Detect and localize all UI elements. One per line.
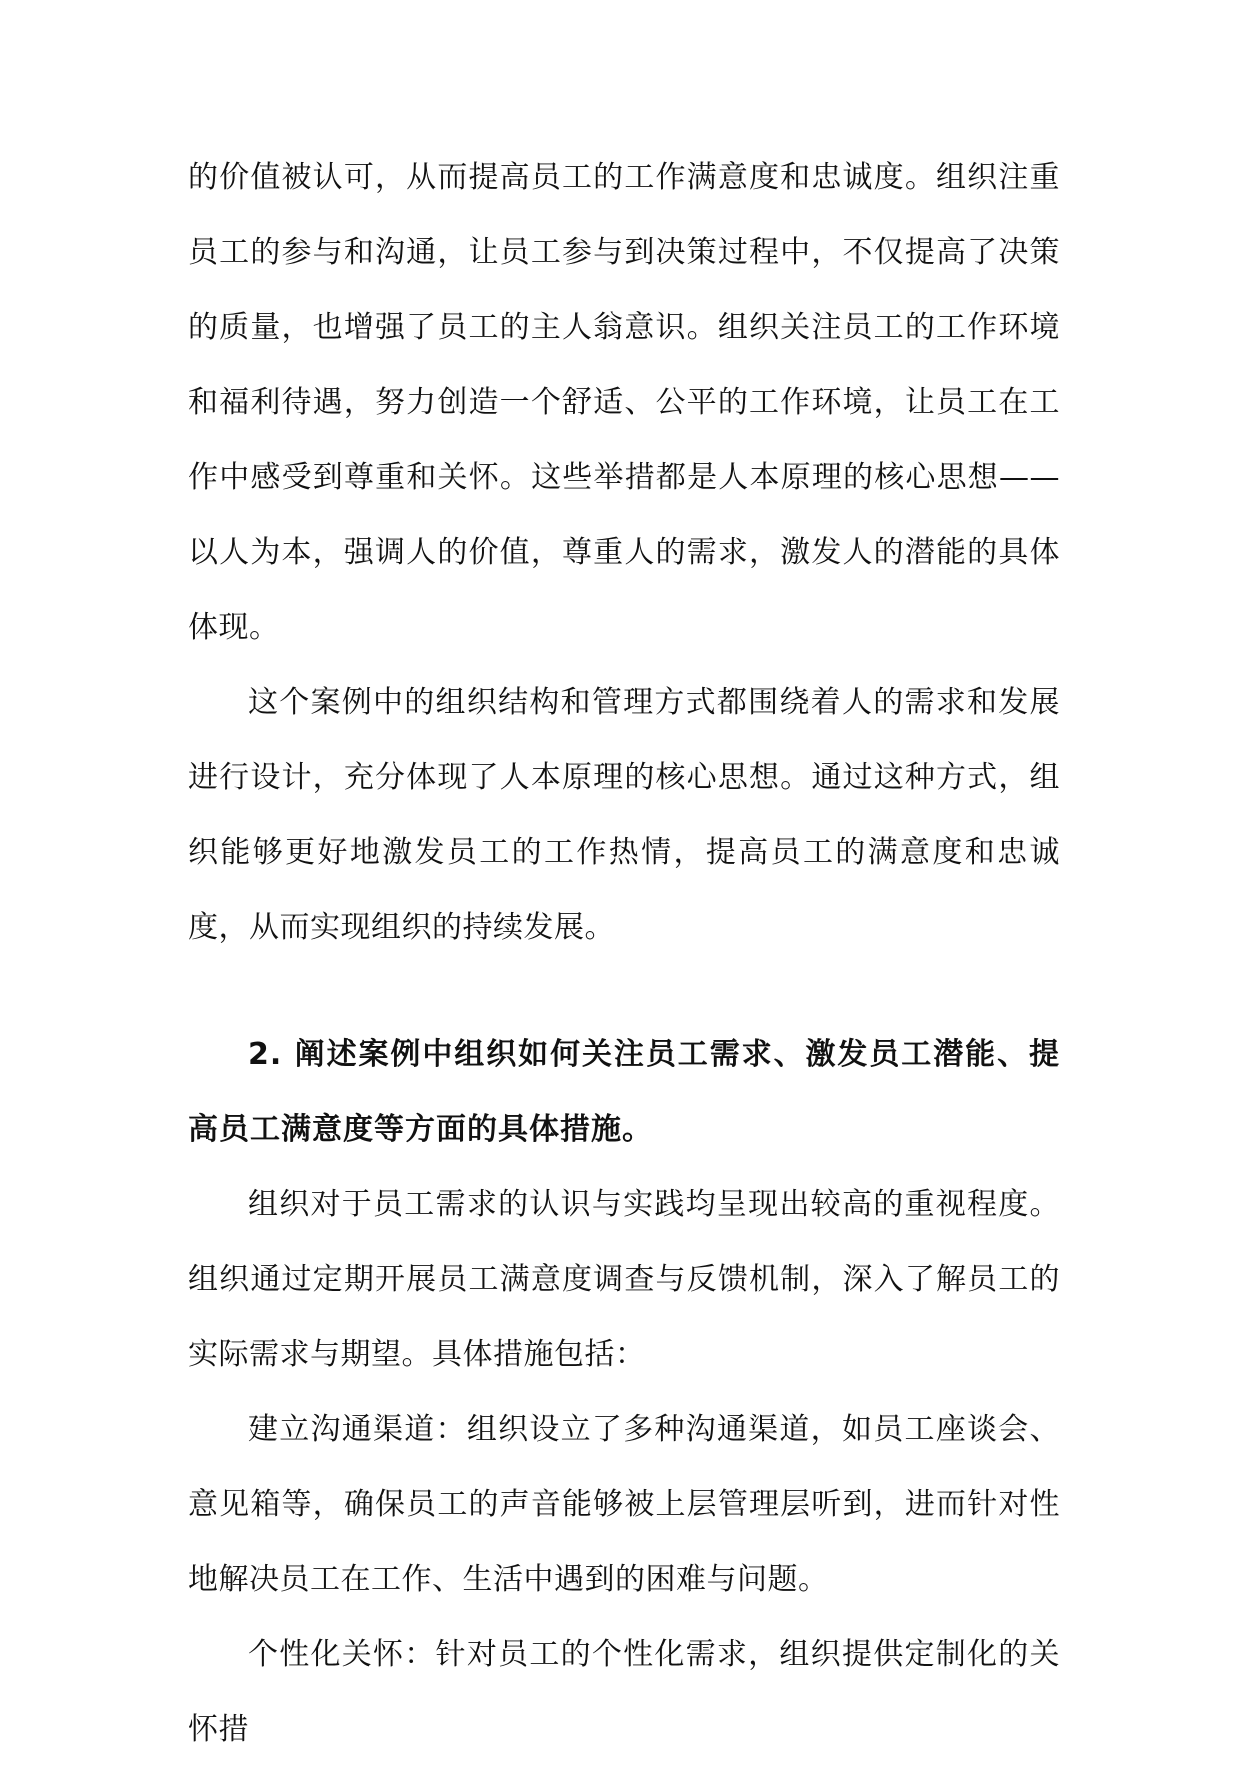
paragraph-continuation: 的价值被认可，从而提高员工的工作满意度和忠诚度。组织注重员工的参与和沟通，让员工参与到决策过程中，不仅提高了决策的质量，也增强了员工的主人翁意识。组织关注员工的工作环境和福利待遇，努力创造一个舒适、公平的工作环境，让员工在工作中感受到尊重和关怀。这些举措都是人本原理的核心思想——以人为本，强调人的价值，尊重人的需求，激发人的潜能的具体体现。: [188, 160, 1060, 645]
document-body: [188, 140, 1060, 1767]
section-heading: 2. 阐述案例中组织如何关注员工需求、激发员工潜能、提高员工满意度等方面的具体措施。: [188, 1037, 1060, 1147]
paragraph-needs: 组织对于员工需求的认识与实践均呈现出较高的重视程度。组织通过定期开展员工满意度调查与反馈机制，深入了解员工的实际需求与期望。具体措施包括：: [188, 1187, 1060, 1372]
paragraph-summary: 这个案例中的组织结构和管理方式都围绕着人的需求和发展进行设计，充分体现了人本原理的核心思想。通过这种方式，组织能够更好地激发员工的工作热情，提高员工的满意度和忠诚度，从而实现组织的持续发展。: [188, 685, 1060, 945]
paragraph-care: 个性化关怀：针对员工的个性化需求，组织提供定制化的关怀措: [188, 1637, 1060, 1747]
paragraph-communication: 建立沟通渠道：组织设立了多种沟通渠道，如员工座谈会、意见箱等，确保员工的声音能够被上层管理层听到，进而针对性地解决员工在工作、生活中遇到的困难与问题。: [188, 1412, 1060, 1597]
